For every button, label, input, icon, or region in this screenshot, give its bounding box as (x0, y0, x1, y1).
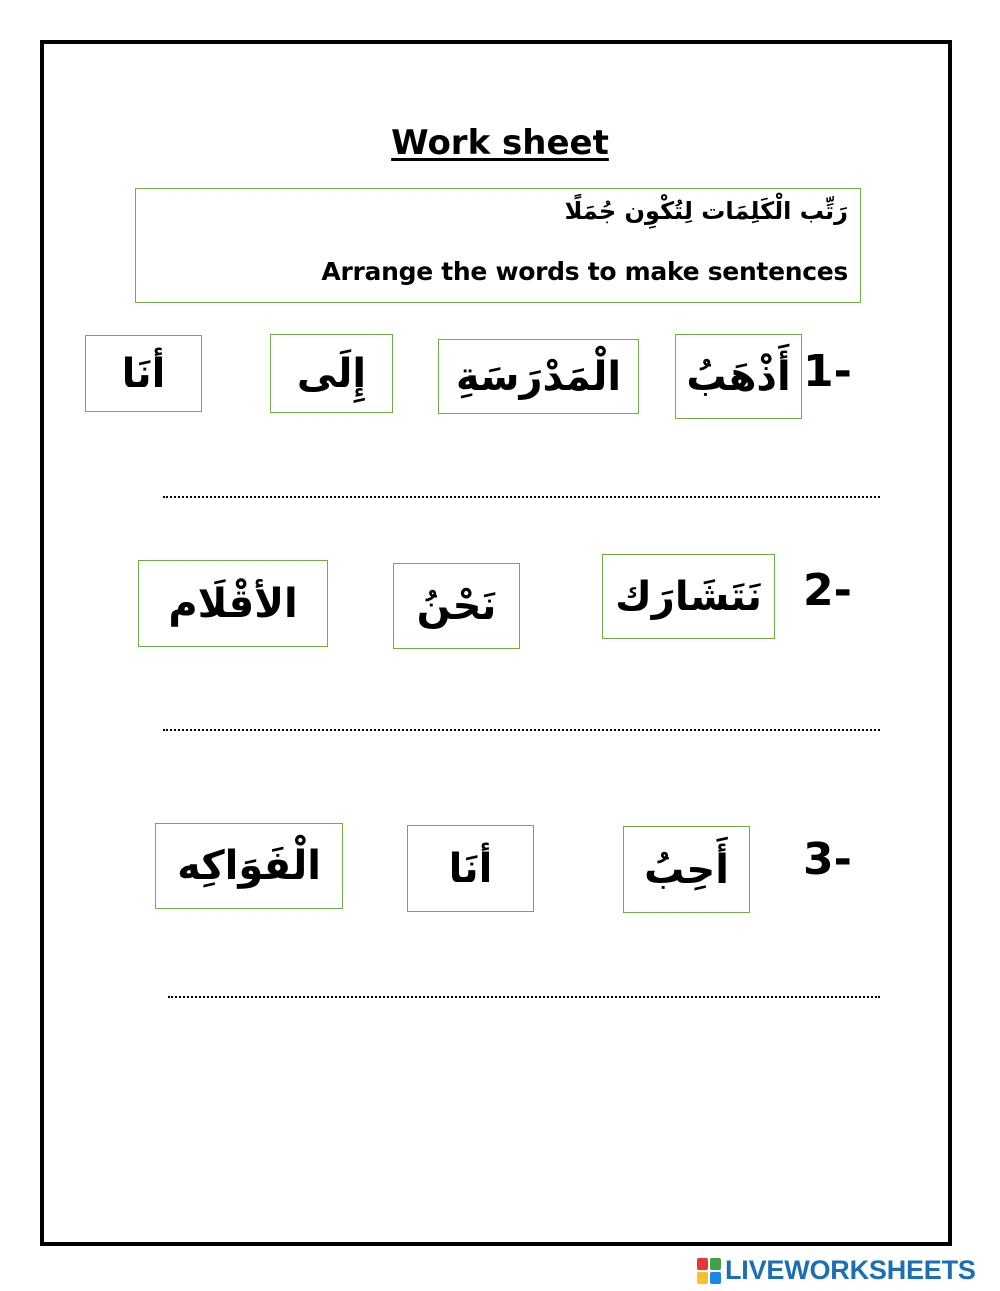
q3-answer-line[interactable] (168, 996, 880, 998)
liveworksheets-logo-text: LIVEWORKSHEETS (725, 1255, 976, 1285)
instructions-arabic: رَتِّب الْكَلِمَات لِتُكْوِن جُمَلًا (564, 197, 848, 225)
q1-word-card[interactable]: أنَا (85, 335, 202, 412)
question-2-number: 2- (803, 565, 852, 616)
q1-word-card[interactable]: أَذْهَبُ (675, 334, 802, 419)
q1-answer-line[interactable] (163, 496, 880, 498)
q2-answer-line[interactable] (163, 729, 880, 731)
q2-word-card[interactable]: نَتَشَارَك (602, 554, 775, 639)
question-1-number: 1- (803, 346, 852, 397)
q1-word-card[interactable]: إِلَى (270, 334, 393, 413)
q3-word-card[interactable]: أنَا (407, 825, 534, 912)
q2-word-card[interactable]: نَحْنُ (393, 563, 520, 649)
instructions-english: Arrange the words to make sentences (321, 257, 848, 286)
liveworksheets-logo-icon (697, 1258, 721, 1284)
liveworksheets-logo (697, 1255, 976, 1286)
q2-word-card[interactable]: الأقْلَام (138, 560, 328, 647)
worksheet-title: Work sheet (391, 123, 609, 163)
q3-word-card[interactable]: الْفَوَاكِه (155, 823, 343, 909)
q3-word-card[interactable]: أَحِبُ (623, 826, 750, 913)
q1-word-card[interactable]: الْمَدْرَسَةِ (438, 339, 639, 414)
question-3-number: 3- (803, 834, 852, 885)
instructions-box (135, 188, 861, 303)
